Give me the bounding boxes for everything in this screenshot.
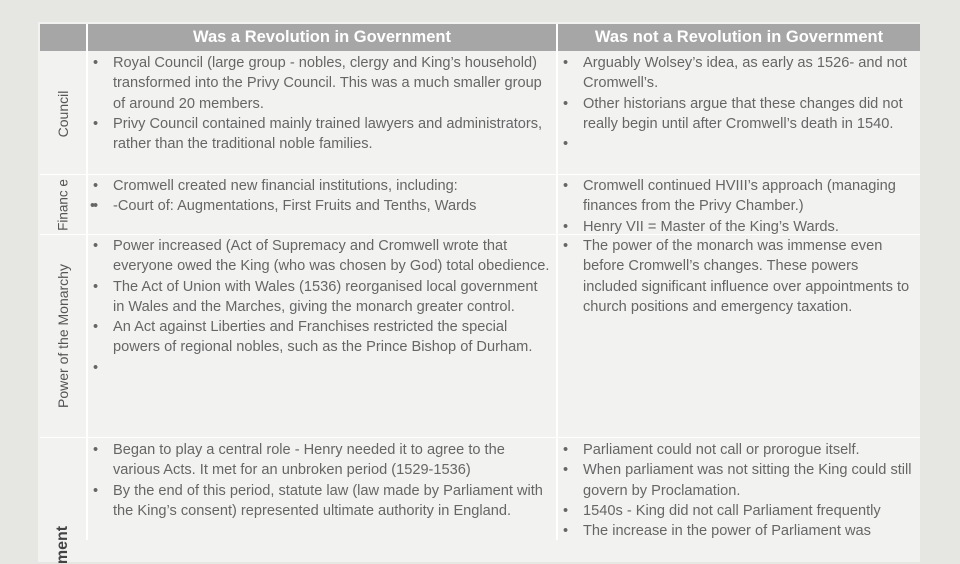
header-revolution: Was a Revolution in Government	[88, 24, 556, 51]
parliament-revolution-cell	[88, 440, 556, 540]
list-item: • Power increased (Act of Supremacy and Cromwell wrote that everyone owed the King (who was chosen by God) total obedience.	[88, 236, 550, 277]
list-item: • Cromwell created new financial institutions, including:	[88, 176, 550, 196]
list-item: • Arguably Wolsey’s idea, as early as 1526- and not Cromwell’s.	[558, 53, 916, 94]
list-item: • The power of the monarch was immense even before Cromwell’s changes. These powers included significant influence over appointments to church positions and emergency taxation.	[558, 236, 916, 317]
list-item	[88, 358, 550, 378]
list-item: • The Act of Union with Wales (1536) reorganised local government in Wales and the Marches, giving the monarch greater control.	[88, 277, 550, 318]
list-item: • Parliament could not call or prorogue itself.	[558, 440, 916, 460]
list-item: • Began to play a central role - Henry needed it to agree to the various Acts. It met for an unbroken period (1529-1536)	[88, 440, 550, 481]
row-label-text: Power of the Monarchy	[55, 264, 71, 408]
list-item	[558, 134, 916, 154]
list-sub-item-text: • • -Court of: Augmentations, First Fruits and Tenths, Wards	[88, 196, 550, 216]
list-item: • Cromwell continued HVIII’s approach (managing finances from the Privy Chamber.)	[558, 176, 916, 217]
list-item: • Royal Council (large group - nobles, clergy and King’s household) transformed into the Privy Council. This was a much smaller group of around 20 members.	[88, 53, 550, 114]
council-not-revolution-cell	[558, 53, 920, 175]
list-item: • Privy Council contained mainly trained lawyers and administrators, rather than the traditional noble families.	[88, 114, 550, 155]
list-item: • Other historians argue that these changes did not really begin until after Cromwell’s death in 1540.	[558, 94, 916, 135]
row-label-text: ment	[54, 525, 71, 564]
list-item: • By the end of this period, statute law (law made by Parliament with the King’s consent) represented ultimate authority in England.	[88, 481, 550, 522]
power-revolution-cell	[88, 236, 556, 438]
column-divider	[556, 24, 558, 540]
parliament-not-revolution-cell	[558, 440, 920, 540]
list-item: • An Act against Liberties and Franchises restricted the special powers of regional nobles, such as the Prince Bishop of Durham.	[88, 317, 550, 358]
council-revolution-cell	[88, 53, 556, 175]
power-not-revolution-cell	[558, 236, 920, 438]
finance-not-revolution-cell	[558, 176, 920, 235]
row-label-power-of-monarchy	[40, 235, 86, 438]
list-item: • The increase in the power of Parliament was	[558, 521, 916, 541]
row-label-text: Financ e	[55, 178, 71, 231]
header-not-revolution: Was not a Revolution in Government	[558, 24, 920, 51]
column-divider	[86, 24, 88, 540]
list-sub-item	[88, 196, 550, 216]
row-label-council	[40, 53, 86, 175]
list-item: • Henry VII = Master of the King’s Wards.	[558, 217, 916, 237]
finance-revolution-cell	[88, 176, 556, 235]
header-corner	[40, 24, 86, 51]
row-label-parliament	[40, 438, 86, 564]
list-item: • 1540s - King did not call Parliament frequently	[558, 501, 916, 521]
row-label-text: Council	[55, 90, 71, 137]
list-item: • When parliament was not sitting the King could still govern by Proclamation.	[558, 460, 916, 501]
row-label-finance	[40, 175, 86, 235]
